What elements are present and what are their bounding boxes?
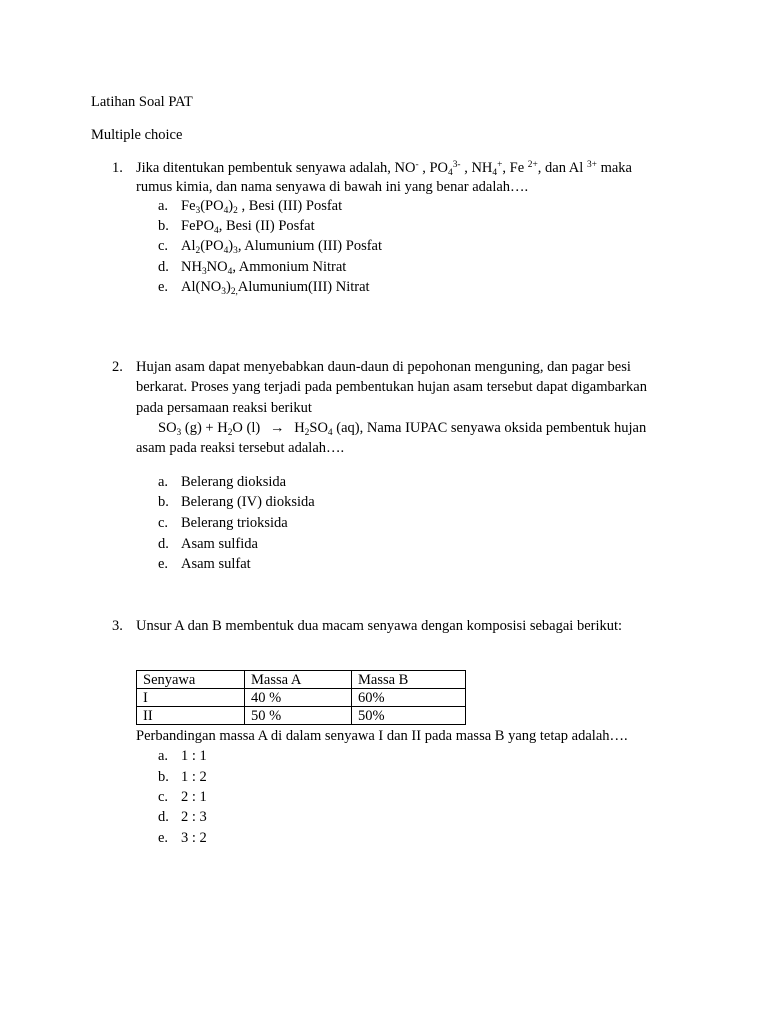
section-heading: Multiple choice (91, 127, 183, 143)
table-row (137, 689, 466, 707)
reaction-equation: $SO_3$ $(g) + H_2O$ $(l) \to H_2SO_4$ (aq), Nama IUPAC senyawa oksida pembentuk hujan (158, 420, 647, 438)
reaction-arrow-icon: → (269, 420, 285, 436)
question-text-line: rumus kimia, dan nama senyawa di bawah ini yang benar adalah…. (136, 179, 529, 195)
question-number: 2. (112, 359, 123, 375)
table-header-cell: Massa B (352, 671, 466, 689)
question-text-line: Perbandingan massa A di dalam senyawa I dan II pada massa B yang tetap adalah…. (136, 728, 628, 744)
table-cell: 50% (352, 707, 466, 725)
table-row (137, 707, 466, 725)
composition-table (136, 670, 466, 725)
question-number: 3. (112, 618, 123, 634)
document-title: Latihan Soal PAT (91, 94, 193, 110)
table-cell: 40 % (245, 689, 352, 707)
table-header-cell: Massa A (245, 671, 352, 689)
question-text-line: asam pada reaksi tersebut adalah…. (136, 440, 345, 456)
question-text-line: Jika ditentukan pembentuk senyawa adalah, NO- , $PO_4^{3-}$ , $NH_4^+$, Fe $^{2+}$, dan Al $^{3+}$ maka (136, 160, 632, 178)
table-cell: 60% (352, 689, 466, 707)
question-text-line: pada persamaan reaksi berikut (136, 400, 312, 416)
table-cell: 50 % (245, 707, 352, 725)
question-text-line: Unsur A dan B membentuk dua macam senyawa dengan komposisi sebagai berikut: (136, 618, 623, 634)
table-header-cell: Senyawa (137, 671, 245, 689)
question-text-line: Hujan asam dapat menyebabkan daun-daun di pepohonan menguning, dan pagar besi (136, 359, 631, 375)
question-number: 1. (112, 160, 123, 176)
question-text-line: berkarat. Proses yang terjadi pada pembentukan hujan asam tersebut dapat digambarkan (136, 379, 647, 395)
table-header-row (137, 671, 466, 689)
table-cell: II (137, 707, 245, 725)
table-cell: I (137, 689, 245, 707)
